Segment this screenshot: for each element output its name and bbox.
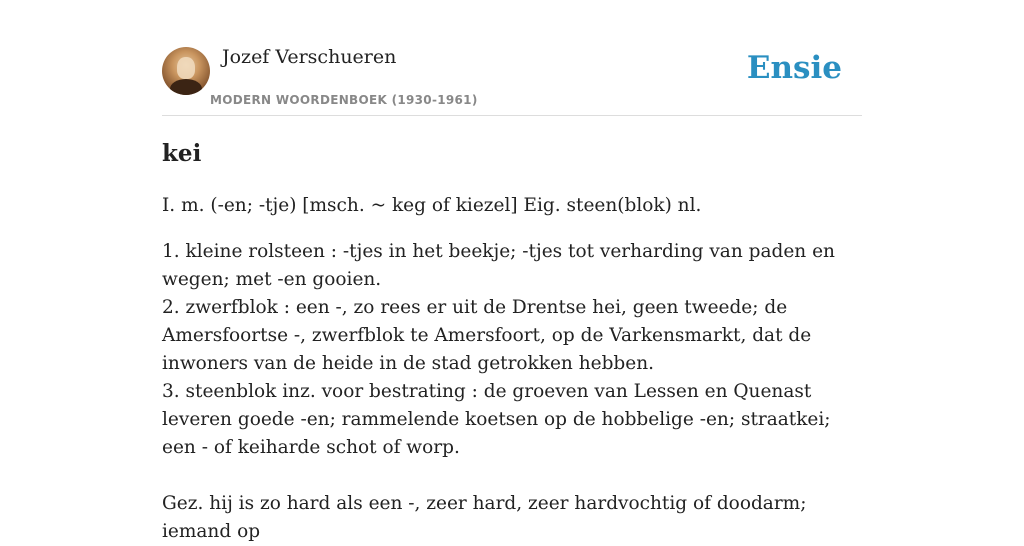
site-logo[interactable]: Ensie <box>746 50 842 86</box>
entry-body <box>162 192 862 546</box>
entry-sense-2: 2. zwerfblok : een -, zo rees er uit de Drentse hei, geen tweede; de Amersfoortse -, zwerfblok te Amersfoort, op de Varkensmarkt, dat de inwoners van de heide in de stad getrokken hebben. <box>162 297 812 374</box>
author-avatar[interactable] <box>162 47 210 95</box>
avatar-collar <box>170 79 202 95</box>
source-dictionary[interactable]: MODERN WOORDENBOEK (1930-1961) <box>210 93 478 107</box>
entry-term: kei <box>162 140 202 167</box>
paragraph-gap <box>162 462 862 490</box>
header <box>162 0 862 116</box>
entry-extra: Gez. hij is zo hard als een -, zeer hard, zeer hardvochtig of doodarm; iemand op <box>162 493 807 542</box>
entry-sense-3: 3. steenblok inz. voor bestrating : de groeven van Lessen en Quenast leveren goede -en; rammelende koetsen op de hobbelige -en; straatkei; een - of keiharde schot of worp. <box>162 381 831 458</box>
author-name[interactable]: Jozef Verschueren <box>222 46 397 68</box>
entry-intro: I. m. (-en; -tje) [msch. ~ keg of kiezel] Eig. steen(blok) nl. <box>162 195 702 216</box>
entry-sense-1: 1. kleine rolsteen : -tjes in het beekje; -tjes tot verharding van paden en wegen; met -en gooien. <box>162 241 835 290</box>
avatar-face <box>177 57 195 79</box>
page <box>162 0 862 542</box>
